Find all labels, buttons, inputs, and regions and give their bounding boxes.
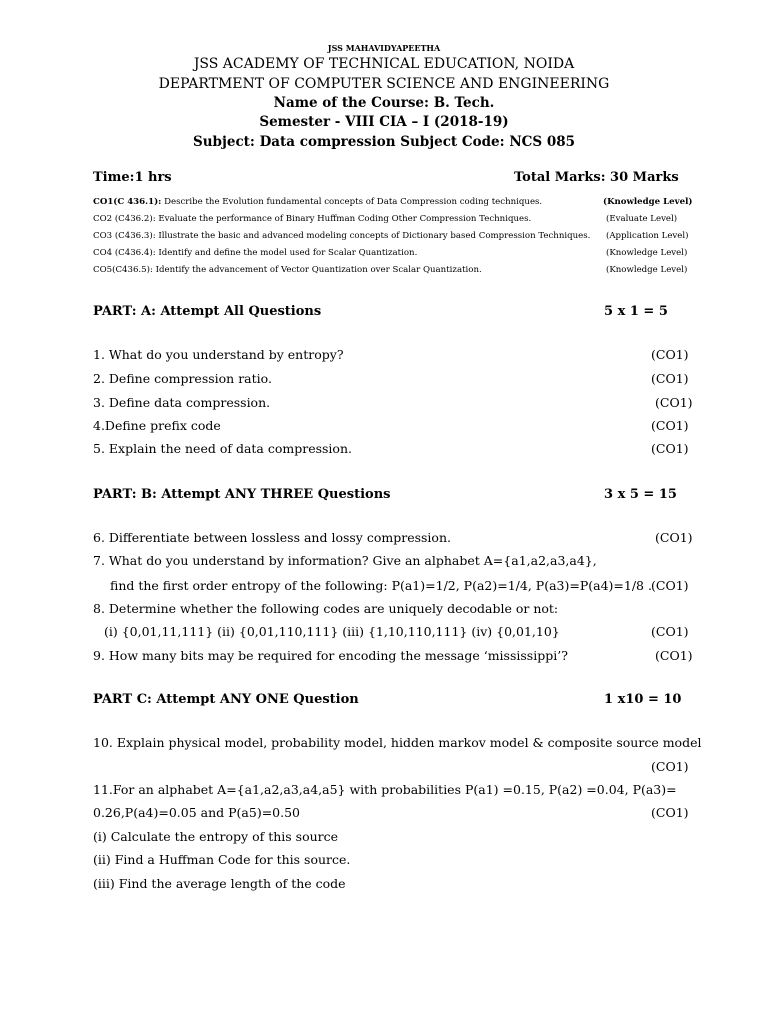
question-2-co: (CO1) [651,371,689,386]
part-c-title: PART C: Attempt ANY ONE Question [93,692,359,707]
part-b-marks: 3 x 5 = 15 [604,487,677,502]
course-outcome-2-level: (Evaluate Level) [606,214,678,224]
department-name: DEPARTMENT OF COMPUTER SCIENCE AND ENGINEERING [158,76,610,92]
question-9-co: (CO1) [655,648,693,663]
part-b-title: PART: B: Attempt ANY THREE Questions [93,487,391,502]
total-marks-label: Total Marks: 30 Marks [514,170,679,185]
course-outcome-2: CO2 (C436.2): Evaluate the performance of Binary Huffman Coding Other Compression Techniques. [93,214,532,224]
question-1: 1. What do you understand by entropy? [93,347,344,362]
question-4: 4.Define prefix code [93,418,221,433]
course-outcome-5-level: (Knowledge Level) [606,265,688,275]
question-8-line-2: (i) {0,01,11,111} (ii) {0,01,110,111} (iii) {1,10,110,111} (iv) {0,01,10} [104,624,560,639]
course-outcome-4: CO4 (C436.4): Identify and define the model used for Scalar Quantization. [93,248,418,258]
question-9: 9. How many bits may be required for encoding the message ‘mississippi’? [93,648,568,663]
part-a-marks: 5 x 1 = 5 [604,304,668,319]
org-name: JSS MAHAVIDYAPEETHA [327,43,441,53]
question-7-co: (CO1) [651,578,689,593]
question-8-line-1: 8. Determine whether the following codes are uniquely decodable or not: [93,601,559,616]
subject-line: Subject: Data compression Subject Code: NCS 085 [192,134,576,150]
question-8-co: (CO1) [651,624,689,639]
question-5: 5. Explain the need of data compression. [93,441,352,456]
question-2: 2. Define compression ratio. [93,371,272,386]
question-11-part-ii: (ii) Find a Huffman Code for this source. [93,852,351,867]
course-outcome-3-level: (Application Level) [606,231,689,241]
course-name: Name of the Course: B. Tech. [273,95,495,111]
question-10-line-1: 10. Explain physical model, probability model, hidden markov model & composite source model [93,735,702,750]
question-10-co: (CO1) [651,759,689,774]
question-7-line-2: find the first order entropy of the following: P(a1)=1/2, P(a2)=1/4, P(a3)=P(a4)=1/8 . [110,578,652,593]
part-c-marks: 1 x10 = 10 [604,692,682,707]
course-outcome-1-level: (Knowledge Level) [603,197,693,207]
question-11-part-i: (i) Calculate the entropy of this source [93,829,339,844]
question-5-co: (CO1) [651,441,689,456]
question-4-co: (CO1) [651,418,689,433]
part-a-title: PART: A: Attempt All Questions [93,304,322,319]
question-6: 6. Differentiate between lossless and lossy compression. [93,530,451,545]
course-outcome-3: CO3 (C436.3): Illustrate the basic and advanced modeling concepts of Dictionary based Compression Techniques. [93,231,591,241]
course-outcome-5: CO5(C436.5): Identify the advancement of Vector Quantization over Scalar Quantization. [93,265,482,275]
question-1-co: (CO1) [651,347,689,362]
time-label: Time:1 hrs [93,170,172,185]
question-11-part-iii: (iii) Find the average length of the code [93,876,346,891]
question-11-co: (CO1) [651,805,689,820]
institute-name: JSS ACADEMY OF TECHNICAL EDUCATION, NOIDA [193,56,575,72]
question-3-co: (CO1) [655,395,693,410]
question-11-line-2: 0.26,P(a4)=0.05 and P(a5)=0.50 [93,805,301,820]
question-7-line-1: 7. What do you understand by information? Give an alphabet A={a1,a2,a3,a4}, [93,553,597,568]
question-3: 3. Define data compression. [93,395,271,410]
semester-line: Semester - VIII CIA – I (2018-19) [259,114,509,130]
question-6-co: (CO1) [655,530,693,545]
course-outcome-1: CO1(C 436.1): Describe the Evolution fundamental concepts of Data Compression coding techniques. [93,197,543,207]
course-outcome-4-level: (Knowledge Level) [606,248,688,258]
question-11-line-1: 11.For an alphabet A={a1,a2,a3,a4,a5} with probabilities P(a1) =0.15, P(a2) =0.04, P(a3)= [93,782,677,797]
